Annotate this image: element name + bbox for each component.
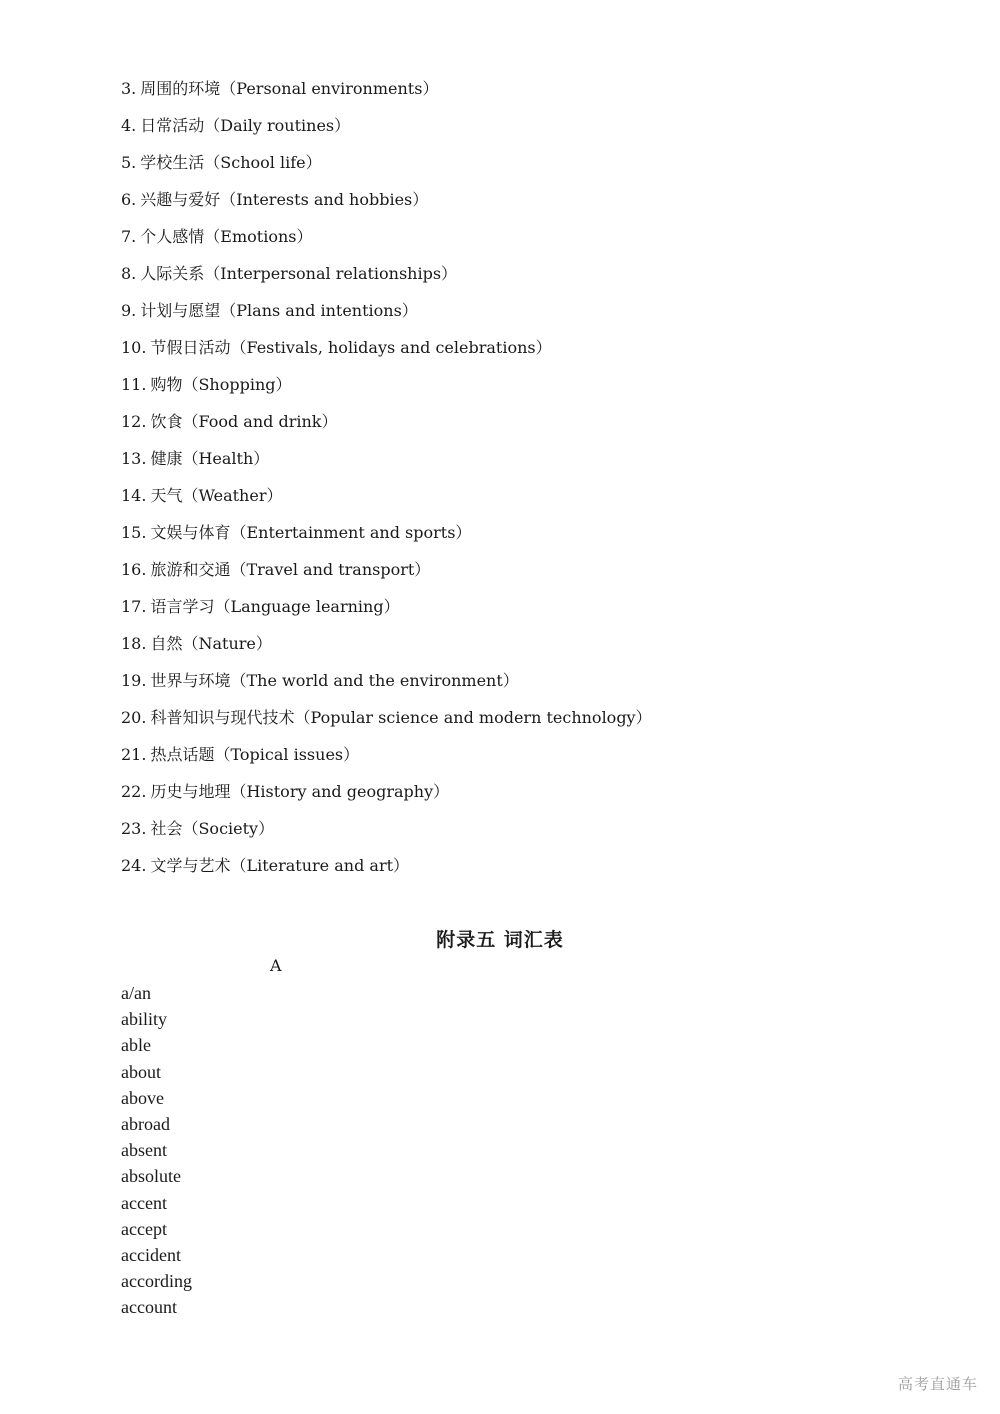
topic-number: 4.	[121, 116, 137, 135]
topic-item	[121, 484, 652, 521]
topic-number: 6.	[121, 190, 137, 209]
topic-en: （School life）	[204, 153, 322, 172]
vocabulary-word: able	[121, 1035, 151, 1056]
topic-en: （Emotions）	[204, 227, 313, 246]
topic-zh: 计划与愿望	[140, 301, 221, 320]
topic-item	[121, 521, 652, 558]
topic-number: 13.	[121, 449, 147, 468]
topic-en: （Language learning）	[214, 597, 400, 616]
topic-item	[121, 114, 652, 151]
topic-list	[121, 77, 652, 891]
topic-zh: 饮食	[150, 412, 183, 431]
vocabulary-word: accent	[121, 1192, 167, 1213]
vocabulary-word: accept	[121, 1218, 167, 1239]
topic-zh: 日常活动	[140, 116, 205, 135]
vocabulary-word: account	[121, 1297, 177, 1318]
vocabulary-word: abroad	[121, 1113, 170, 1134]
vocabulary-word: about	[121, 1061, 161, 1082]
topic-number: 23.	[121, 819, 147, 838]
topic-en: （Plans and intentions）	[220, 301, 418, 320]
appendix-title: 附录五 词汇表	[436, 929, 564, 951]
topic-zh: 人际关系	[140, 264, 205, 283]
topic-item	[121, 780, 652, 817]
vocabulary-word: above	[121, 1087, 164, 1108]
vocabulary-word: ability	[121, 1009, 167, 1030]
topic-zh: 文娱与体育	[150, 523, 231, 542]
topic-number: 21.	[121, 745, 147, 764]
topic-zh: 自然	[150, 634, 183, 653]
topic-item	[121, 299, 652, 336]
topic-zh: 天气	[150, 486, 183, 505]
topic-item	[121, 706, 652, 743]
topic-en: （Shopping）	[182, 375, 292, 394]
topic-item	[121, 632, 652, 669]
topic-item	[121, 77, 652, 114]
topic-zh: 文学与艺术	[150, 856, 231, 875]
topic-en: （Weather）	[182, 486, 283, 505]
topic-zh: 世界与环境	[150, 671, 231, 690]
topic-number: 18.	[121, 634, 147, 653]
topic-number: 20.	[121, 708, 147, 727]
topic-number: 12.	[121, 412, 147, 431]
topic-zh: 周围的环境	[140, 79, 221, 98]
topic-item	[121, 336, 652, 373]
topic-number: 11.	[121, 375, 147, 394]
topic-zh: 旅游和交通	[150, 560, 231, 579]
topic-item	[121, 188, 652, 225]
topic-number: 19.	[121, 671, 147, 690]
topic-zh: 节假日活动	[150, 338, 231, 357]
topic-item	[121, 669, 652, 706]
topic-item	[121, 225, 652, 262]
vocabulary-word: according	[121, 1271, 192, 1292]
topic-zh: 健康	[150, 449, 183, 468]
topic-en: （The world and the environment）	[230, 671, 519, 690]
topic-en: （Personal environments）	[220, 79, 439, 98]
topic-en: （Daily routines）	[204, 116, 351, 135]
watermark: 高考直通车	[897, 1375, 978, 1393]
vocabulary-word: a/an	[121, 983, 151, 1003]
topic-zh: 学校生活	[140, 153, 205, 172]
vocabulary-word: absolute	[121, 1166, 181, 1187]
topic-en: （Travel and transport）	[230, 560, 431, 579]
topic-en: （Food and drink）	[182, 412, 338, 431]
topic-en: （Interests and hobbies）	[220, 190, 429, 209]
topic-zh: 历史与地理	[150, 782, 231, 801]
topic-en: （Interpersonal relationships）	[204, 264, 458, 283]
topic-number: 15.	[121, 523, 147, 542]
topic-number: 16.	[121, 560, 147, 579]
topic-zh: 热点话题	[150, 745, 215, 764]
topic-en: （Topical issues）	[214, 745, 360, 764]
vocabulary-word: accident	[121, 1244, 181, 1265]
topic-number: 7.	[121, 227, 137, 246]
topic-item	[121, 595, 652, 632]
topic-number: 24.	[121, 856, 147, 875]
topic-item	[121, 151, 652, 188]
topic-en: （Literature and art）	[230, 856, 410, 875]
topic-zh: 购物	[150, 375, 183, 394]
topic-zh: 语言学习	[150, 597, 215, 616]
topic-item	[121, 373, 652, 410]
topic-number: 22.	[121, 782, 147, 801]
topic-number: 3.	[121, 79, 137, 98]
topic-item	[121, 854, 652, 891]
letter-heading: A	[270, 956, 282, 975]
topic-item	[121, 410, 652, 447]
topic-number: 10.	[121, 338, 147, 357]
topic-en: （Society）	[182, 819, 275, 838]
topic-en: （Festivals, holidays and celebrations）	[230, 338, 552, 357]
topic-number: 17.	[121, 597, 147, 616]
topic-number: 14.	[121, 486, 147, 505]
vocabulary-list	[121, 980, 192, 1320]
topic-item	[121, 262, 652, 299]
topic-en: （Entertainment and sports）	[230, 523, 472, 542]
vocabulary-word: absent	[121, 1140, 167, 1161]
topic-en: （Health）	[182, 449, 270, 468]
topic-en: （Popular science and modern technology）	[294, 708, 652, 727]
topic-zh: 科普知识与现代技术	[150, 708, 295, 727]
topic-zh: 兴趣与爱好	[140, 190, 221, 209]
topic-number: 8.	[121, 264, 137, 283]
topic-item	[121, 558, 652, 595]
topic-item	[121, 447, 652, 484]
topic-en: （History and geography）	[230, 782, 450, 801]
topic-number: 5.	[121, 153, 137, 172]
topic-zh: 社会	[150, 819, 183, 838]
topic-en: （Nature）	[182, 634, 272, 653]
topic-number: 9.	[121, 301, 137, 320]
topic-item	[121, 743, 652, 780]
topic-zh: 个人感情	[140, 227, 205, 246]
topic-item	[121, 817, 652, 854]
